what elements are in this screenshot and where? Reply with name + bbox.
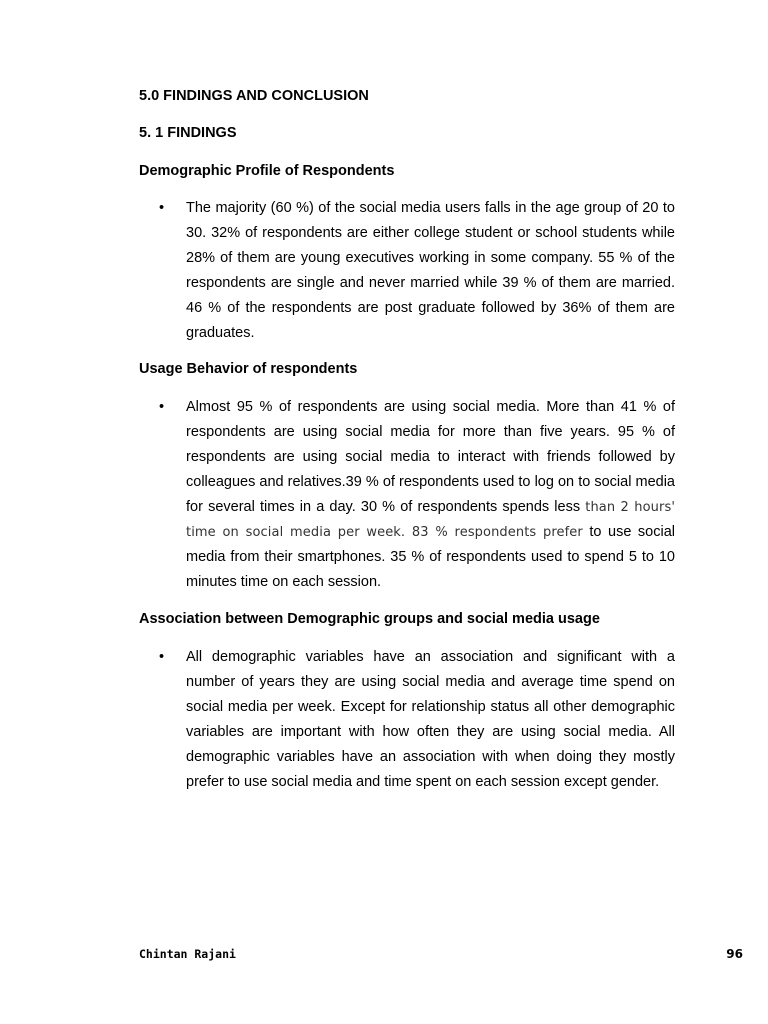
chapter-title: 5.0 FINDINGS AND CONCLUSION xyxy=(139,88,369,104)
usage-heading: Usage Behavior of respondents xyxy=(139,361,358,377)
demographic-paragraph: The majority (60 %) of the social media users falls in the age group of 20 to 30. 32% of respondents are either college student or school students while 28% of them are young executives working in some company. 55 % of the respondents are single and never married while 39 % of them are married. 46 % of the respondents are post graduate followed by 36% of them are graduates. xyxy=(186,200,675,341)
usage-text-part3: to use social media from their smartphones. 35 % of respondents used to spend 5 to 10 minutes time on each session. xyxy=(186,524,675,590)
association-heading: Association between Demographic groups and social media usage xyxy=(139,611,600,627)
usage-text-part1: Almost 95 % of respondents are using social media. More than 41 % of respondents are using social media for more than five years. 95 % of respondents are using social media to interact with friends followed by colleagues and relatives.39 % of respondents used to log on to social media for several times in a day. 30 % of respondents spends less xyxy=(186,399,675,515)
bullet-icon: • xyxy=(159,649,165,665)
bullet-icon: • xyxy=(159,200,165,216)
section-title: 5. 1 FINDINGS xyxy=(139,125,237,141)
footer-author: Chintan Rajani xyxy=(139,947,236,961)
page-number: 96 xyxy=(726,947,743,961)
usage-paragraph xyxy=(186,395,675,595)
association-bullet xyxy=(139,645,675,795)
demographic-heading: Demographic Profile of Respondents xyxy=(139,163,395,179)
bullet-icon: • xyxy=(159,399,165,415)
usage-text-part2: than 2 hours' time on social media per week. 83 % respondents prefer xyxy=(186,500,675,540)
association-paragraph: All demographic variables have an association and significant with a number of years they are using social media and average time spend on social media per week. Except for relationship status all other demographic variables are important with how often they are using social media. All demographic variables have an association with when doing they mostly prefer to use social media and time spent on each session except gender. xyxy=(186,649,675,790)
demographic-bullet xyxy=(139,196,675,346)
usage-bullet xyxy=(139,395,675,595)
